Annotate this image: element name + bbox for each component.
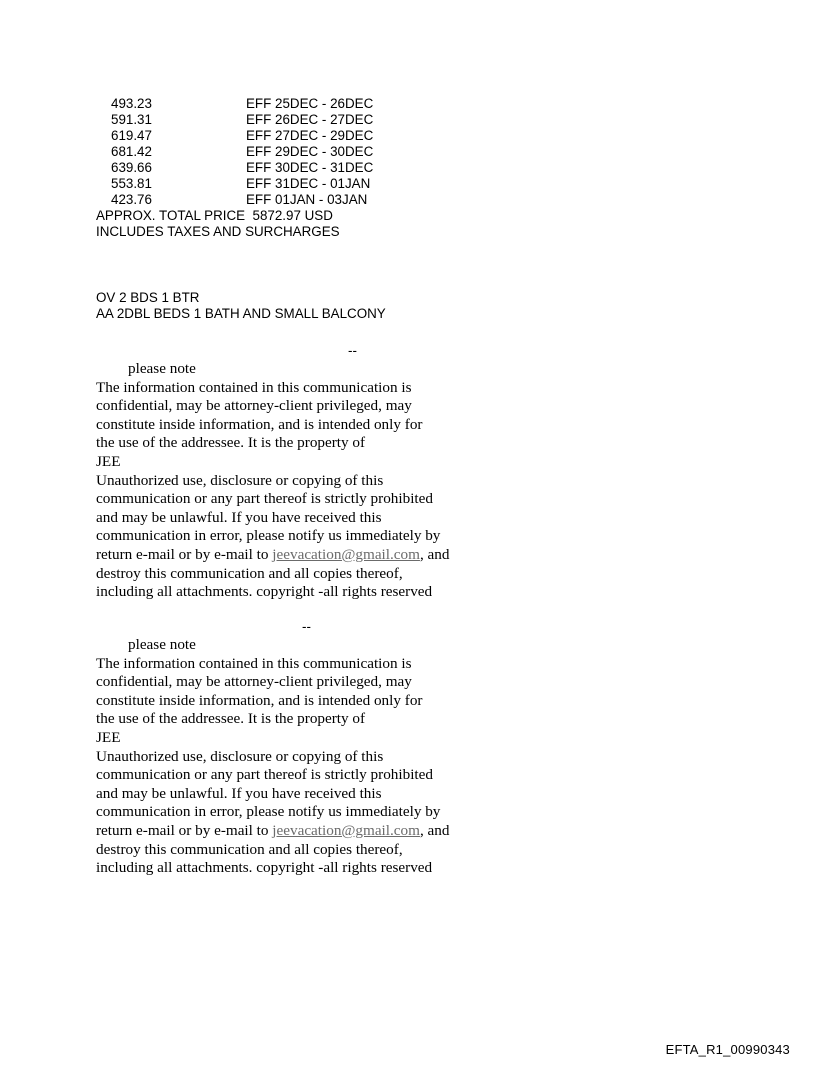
rate-amount: 553.81 [111, 176, 152, 191]
notice-line: the use of the addressee. It is the property of [96, 710, 366, 728]
rate-period: EFF 01JAN - 03JAN [246, 192, 368, 207]
notice-line: JEE [96, 728, 121, 746]
notice-line: and may be unlawful. If you have received this [96, 508, 382, 526]
rate-table [111, 96, 431, 208]
notice-email-prefix: return e-mail or by e-mail to [96, 821, 273, 839]
rate-row [111, 144, 431, 160]
notice-line: communication or any part thereof is strictly prohibited [96, 766, 433, 784]
notice-line: the use of the addressee. It is the property of [96, 434, 366, 452]
notice-line: communication in error, please notify us immediately by [96, 803, 441, 821]
rate-period: EFF 29DEC - 30DEC [246, 144, 374, 159]
room-code-line: OV 2 BDS 1 BTR [96, 290, 200, 305]
notice-line: including all attachments. copyright -all rights reserved [96, 859, 433, 877]
rate-row [111, 160, 431, 176]
rate-amount: 493.23 [111, 96, 152, 111]
notice-line: and may be unlawful. If you have received this [96, 784, 382, 802]
notice-line: The information contained in this communication is [96, 654, 412, 672]
notice-line: communication in error, please notify us immediately by [96, 527, 441, 545]
rate-period: EFF 26DEC - 27DEC [246, 112, 374, 127]
rate-period: EFF 25DEC - 26DEC [246, 96, 374, 111]
notice-line: The information contained in this communication is [96, 378, 412, 396]
rate-row [111, 128, 431, 144]
rate-amount: 639.66 [111, 160, 152, 175]
notice-line: confidential, may be attorney-client privileged, may [96, 397, 412, 415]
notice-line: Unauthorized use, disclosure or copying of this [96, 747, 384, 765]
notice-line: Unauthorized use, disclosure or copying of this [96, 471, 384, 489]
notice-email-prefix: return e-mail or by e-mail to [96, 545, 273, 563]
document-id: EFTA_R1_00990343 [665, 1042, 790, 1057]
rate-amount: 619.47 [111, 128, 152, 143]
notice-email-line [96, 546, 516, 565]
notice-line: confidential, may be attorney-client privileged, may [96, 673, 412, 691]
total-price-block [96, 208, 340, 240]
rate-period: EFF 31DEC - 01JAN [246, 176, 371, 191]
separator: -- [348, 343, 357, 358]
rate-amount: 423.76 [111, 192, 152, 207]
separator: -- [302, 619, 311, 634]
notice-email-suffix: , and [419, 545, 450, 563]
notice-heading: please note [128, 636, 196, 653]
rate-period: EFF 27DEC - 29DEC [246, 128, 374, 143]
notice-line: destroy this communication and all copies thereof, [96, 564, 403, 582]
notice-heading: please note [128, 360, 196, 377]
rate-row [111, 112, 431, 128]
email-link[interactable]: jeevacation@gmail.com [272, 821, 420, 839]
rate-amount: 591.31 [111, 112, 152, 127]
notice-line: constitute inside information, and is intended only for [96, 415, 423, 433]
taxes-note-line: INCLUDES TAXES AND SURCHARGES [96, 224, 340, 239]
notice-line: communication or any part thereof is strictly prohibited [96, 490, 433, 508]
confidentiality-notice [96, 360, 516, 602]
room-description-line: AA 2DBL BEDS 1 BATH AND SMALL BALCONY [96, 306, 386, 321]
notice-email-line [96, 822, 516, 841]
notice-line: JEE [96, 452, 121, 470]
notice-line: including all attachments. copyright -all rights reserved [96, 583, 433, 601]
email-link[interactable]: jeevacation@gmail.com [272, 545, 420, 563]
rate-amount: 681.42 [111, 144, 152, 159]
notice-line: constitute inside information, and is intended only for [96, 691, 423, 709]
room-block [96, 290, 386, 322]
notice-email-suffix: , and [419, 821, 450, 839]
total-price-line: APPROX. TOTAL PRICE 5872.97 USD [96, 208, 333, 223]
rate-row [111, 176, 431, 192]
rate-period: EFF 30DEC - 31DEC [246, 160, 374, 175]
notice-line: destroy this communication and all copies thereof, [96, 840, 403, 858]
rate-row [111, 192, 431, 208]
rate-row [111, 96, 431, 112]
confidentiality-notice [96, 636, 516, 878]
